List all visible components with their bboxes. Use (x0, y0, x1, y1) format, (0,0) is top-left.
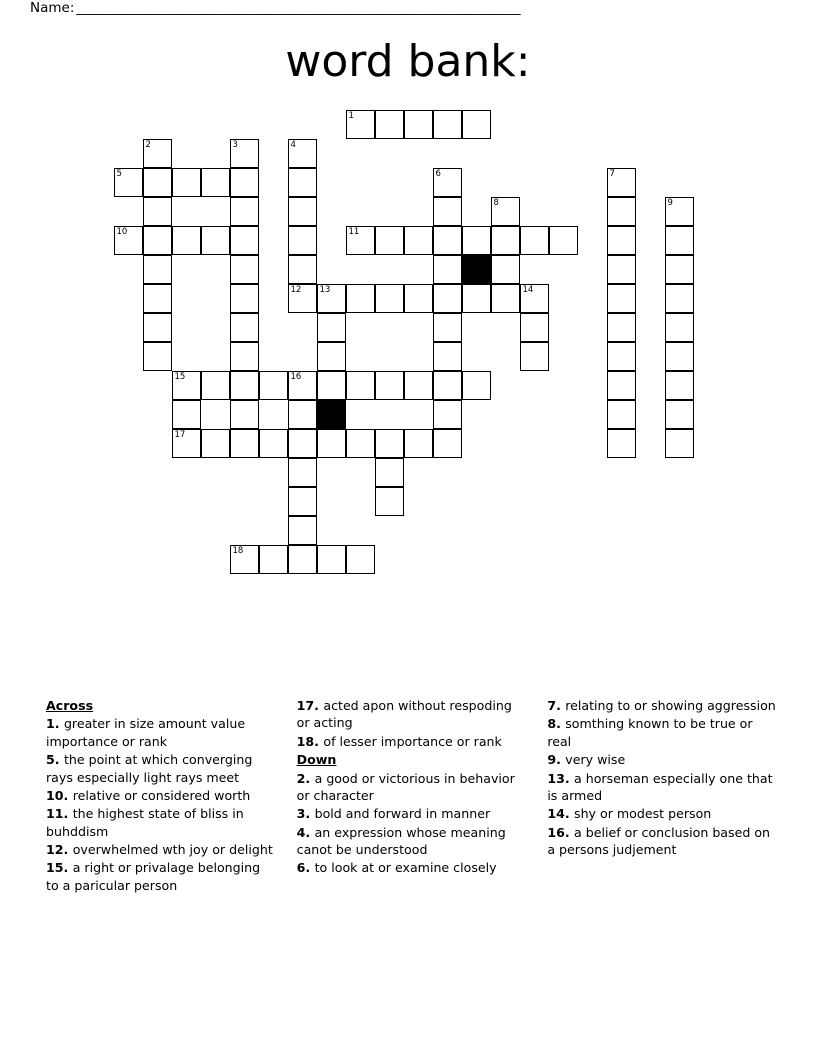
down-clue (547, 805, 776, 822)
grid-cell-number: 7 (609, 169, 615, 179)
grid-cell[interactable] (230, 168, 259, 197)
grid-cell[interactable] (114, 168, 143, 197)
grid-cell[interactable] (317, 545, 346, 574)
grid-cell[interactable] (288, 400, 317, 429)
clue-text: a good or victorious in behavior or character (296, 770, 515, 803)
grid-cell-number: 16 (290, 372, 302, 382)
grid-cell-blocked (317, 400, 346, 429)
grid-cell[interactable] (230, 284, 259, 313)
clue-text: bold and forward in manner (314, 806, 491, 822)
clue-number: 13. (547, 770, 575, 786)
clue-text: to look at or examine closely (314, 860, 497, 876)
grid-cell[interactable] (143, 197, 172, 226)
clue-text: an expression whose meaning canot be understood (296, 824, 506, 857)
grid-cell[interactable] (520, 284, 549, 313)
grid-cell[interactable] (375, 284, 404, 313)
grid-cell[interactable] (375, 226, 404, 255)
down-clue (547, 751, 776, 768)
clue-number: 4. (296, 824, 315, 840)
grid-cell[interactable] (230, 255, 259, 284)
grid-cell[interactable] (143, 226, 172, 255)
grid-cell[interactable] (433, 110, 462, 139)
clue-text: a belief or conclusion based on a persons judjement (547, 824, 771, 857)
grid-cell-number: 10 (116, 227, 128, 237)
grid-cell[interactable] (665, 255, 694, 284)
across-clue (46, 787, 275, 804)
across-clue (46, 751, 275, 786)
clue-number: 7. (547, 698, 566, 713)
clue-text: relating to or showing aggression (565, 698, 776, 713)
clue-text: somthing known to be true or real (547, 716, 753, 749)
clue-number: 3. (296, 806, 315, 822)
grid-cell-number: 11 (348, 227, 360, 237)
clue-text: acted apon without respoding or acting (296, 698, 512, 731)
grid-cell[interactable] (346, 284, 375, 313)
grid-cell[interactable] (346, 545, 375, 574)
grid-cell[interactable] (201, 226, 230, 255)
down-clue (297, 770, 526, 805)
grid-cell[interactable] (346, 226, 375, 255)
grid-cell-number: 2 (145, 140, 151, 150)
grid-cell-number: 9 (667, 198, 673, 208)
grid-cell[interactable] (375, 429, 404, 458)
grid-cell[interactable] (259, 371, 288, 400)
grid-cell[interactable] (288, 516, 317, 545)
grid-cell[interactable] (433, 226, 462, 255)
clue-number: 5. (46, 752, 64, 768)
clue-text: the highest state of bliss in buhddism (46, 806, 244, 839)
grid-cell[interactable] (433, 284, 462, 313)
grid-cell-blocked (462, 255, 491, 284)
clue-text: greater in size amount value importance or rank (46, 716, 246, 749)
down-clue (547, 697, 776, 714)
grid-cell[interactable] (346, 371, 375, 400)
clue-text: overwhelmed wth joy or delight (72, 842, 273, 857)
across-clue (46, 841, 275, 858)
clue-number: 11. (46, 806, 73, 822)
grid-cell[interactable] (201, 429, 230, 458)
grid-cell[interactable] (462, 226, 491, 255)
grid-cell[interactable] (462, 110, 491, 139)
grid-cell-number: 14 (522, 285, 534, 295)
grid-cell[interactable] (143, 139, 172, 168)
grid-cell[interactable] (607, 197, 636, 226)
clue-text: a horseman especially one that is armed (547, 770, 773, 803)
grid-cell[interactable] (375, 371, 404, 400)
clue-number: 10. (46, 787, 73, 803)
grid-cell[interactable] (607, 226, 636, 255)
clue-text: of lesser importance or rank (323, 733, 502, 749)
grid-cell[interactable] (607, 255, 636, 284)
grid-cell[interactable] (491, 284, 520, 313)
grid-cell[interactable] (230, 313, 259, 342)
grid-cell[interactable] (433, 255, 462, 284)
grid-cell[interactable] (317, 284, 346, 313)
grid-cell[interactable] (288, 284, 317, 313)
clue-number: 12. (46, 842, 73, 857)
grid-cell[interactable] (462, 371, 491, 400)
grid-cell[interactable] (201, 168, 230, 197)
clue-number: 9. (547, 752, 566, 768)
grid-cell[interactable] (259, 429, 288, 458)
grid-cell[interactable] (172, 168, 201, 197)
grid-cell[interactable] (230, 342, 259, 371)
grid-cell[interactable] (172, 226, 201, 255)
clue-number: 6. (296, 860, 315, 876)
grid-cell[interactable] (462, 284, 491, 313)
grid-cell-number: 3 (232, 140, 238, 150)
grid-cell[interactable] (143, 313, 172, 342)
grid-cell[interactable] (288, 226, 317, 255)
grid-cell[interactable] (404, 226, 433, 255)
grid-cell[interactable] (172, 429, 201, 458)
clue-text: very wise (565, 752, 626, 768)
grid-cell-number: 12 (290, 285, 302, 295)
across-clue (297, 733, 526, 750)
grid-cell[interactable] (143, 168, 172, 197)
down-clue (547, 770, 776, 805)
across-clue (46, 805, 275, 840)
down-clue (297, 859, 526, 876)
grid-cell[interactable] (143, 255, 172, 284)
clue-number: 15. (46, 860, 73, 876)
grid-cell[interactable] (404, 429, 433, 458)
grid-cell[interactable] (143, 342, 172, 371)
down-clue (547, 715, 776, 750)
grid-cell[interactable] (288, 168, 317, 197)
grid-cell[interactable] (404, 371, 433, 400)
grid-cell[interactable] (404, 284, 433, 313)
grid-cell[interactable] (317, 429, 346, 458)
grid-cell[interactable] (433, 429, 462, 458)
page-title: word bank: (285, 36, 531, 87)
grid-cell[interactable] (259, 545, 288, 574)
grid-cell-number: 1 (348, 111, 354, 121)
clue-number: 8. (547, 716, 566, 732)
grid-cell-number: 4 (290, 140, 296, 150)
grid-cell[interactable] (230, 371, 259, 400)
grid-cell[interactable] (491, 197, 520, 226)
grid-cell[interactable] (433, 313, 462, 342)
grid-cell[interactable] (375, 487, 404, 516)
grid-cell-number: 18 (232, 546, 244, 556)
grid-cell[interactable] (201, 371, 230, 400)
grid-cell[interactable] (230, 226, 259, 255)
grid-cell[interactable] (607, 371, 636, 400)
grid-cell-number: 6 (435, 169, 441, 179)
clue-number: 14. (547, 806, 575, 822)
grid-cell[interactable] (491, 255, 520, 284)
clue-number: 16. (547, 824, 575, 840)
grid-cell[interactable] (288, 458, 317, 487)
grid-cell[interactable] (288, 545, 317, 574)
grid-cell[interactable] (665, 226, 694, 255)
grid-cell[interactable] (288, 139, 317, 168)
grid-cell[interactable] (520, 226, 549, 255)
grid-cell[interactable] (143, 284, 172, 313)
grid-cell[interactable] (607, 429, 636, 458)
grid-cell[interactable] (230, 139, 259, 168)
across-heading: Across (46, 698, 94, 713)
grid-cell[interactable] (520, 342, 549, 371)
grid-cell-number: 15 (174, 372, 186, 382)
name-label: Name: (30, 0, 75, 16)
grid-cell-number: 5 (116, 169, 122, 179)
grid-cell[interactable] (607, 400, 636, 429)
clue-text: a right or privalage belonging to a paricular person (46, 860, 261, 893)
across-clue (46, 715, 275, 750)
grid-cell[interactable] (230, 400, 259, 429)
grid-cell[interactable] (288, 487, 317, 516)
grid-cell[interactable] (665, 197, 694, 226)
grid-cell[interactable] (665, 313, 694, 342)
grid-cell[interactable] (520, 313, 549, 342)
across-clue (297, 697, 526, 732)
grid-cell[interactable] (607, 313, 636, 342)
down-clue (297, 824, 526, 859)
grid-cell[interactable] (607, 342, 636, 371)
grid-cell[interactable] (433, 342, 462, 371)
clue-text: the point at which converging rays especially light rays meet (46, 752, 253, 785)
grid-cell[interactable] (317, 342, 346, 371)
grid-cell[interactable] (317, 371, 346, 400)
clue-text: relative or considered worth (72, 787, 251, 803)
grid-cell[interactable] (433, 168, 462, 197)
grid-cell[interactable] (607, 284, 636, 313)
grid-cell[interactable] (288, 255, 317, 284)
clues-container (46, 697, 776, 894)
grid-cell[interactable] (665, 342, 694, 371)
grid-cell[interactable] (433, 371, 462, 400)
grid-cell[interactable] (172, 371, 201, 400)
grid-cell[interactable] (665, 284, 694, 313)
grid-cell[interactable] (549, 226, 578, 255)
clue-number: 17. (296, 698, 324, 713)
grid-cell[interactable] (114, 226, 143, 255)
grid-cell-number: 13 (319, 285, 331, 295)
grid-cell[interactable] (433, 400, 462, 429)
grid-cell-number: 8 (493, 198, 499, 208)
grid-cell[interactable] (665, 429, 694, 458)
grid-cell[interactable] (665, 371, 694, 400)
name-blank-line[interactable]: _______________________________________________________________________ (76, 0, 521, 16)
clue-number: 2. (296, 770, 315, 786)
clue-number: 18. (296, 733, 324, 749)
down-heading: Down (296, 752, 337, 768)
grid-cell[interactable] (346, 110, 375, 139)
grid-cell[interactable] (230, 429, 259, 458)
down-clue (297, 805, 526, 822)
grid-cell[interactable] (230, 197, 259, 226)
grid-cell[interactable] (172, 400, 201, 429)
grid-cell[interactable] (288, 371, 317, 400)
grid-cell[interactable] (346, 429, 375, 458)
grid-cell[interactable] (230, 545, 259, 574)
grid-cell[interactable] (375, 458, 404, 487)
grid-cell[interactable] (433, 197, 462, 226)
grid-cell[interactable] (375, 110, 404, 139)
clue-number: 1. (46, 716, 64, 732)
grid-cell[interactable] (317, 313, 346, 342)
grid-cell[interactable] (404, 110, 433, 139)
across-clue (46, 859, 275, 894)
grid-cell[interactable] (288, 429, 317, 458)
grid-cell[interactable] (607, 168, 636, 197)
grid-cell[interactable] (288, 197, 317, 226)
grid-cell[interactable] (491, 226, 520, 255)
grid-cell-number: 17 (174, 430, 186, 440)
grid-cell[interactable] (665, 400, 694, 429)
clue-text: shy or modest person (574, 806, 712, 822)
down-clue (547, 824, 776, 859)
